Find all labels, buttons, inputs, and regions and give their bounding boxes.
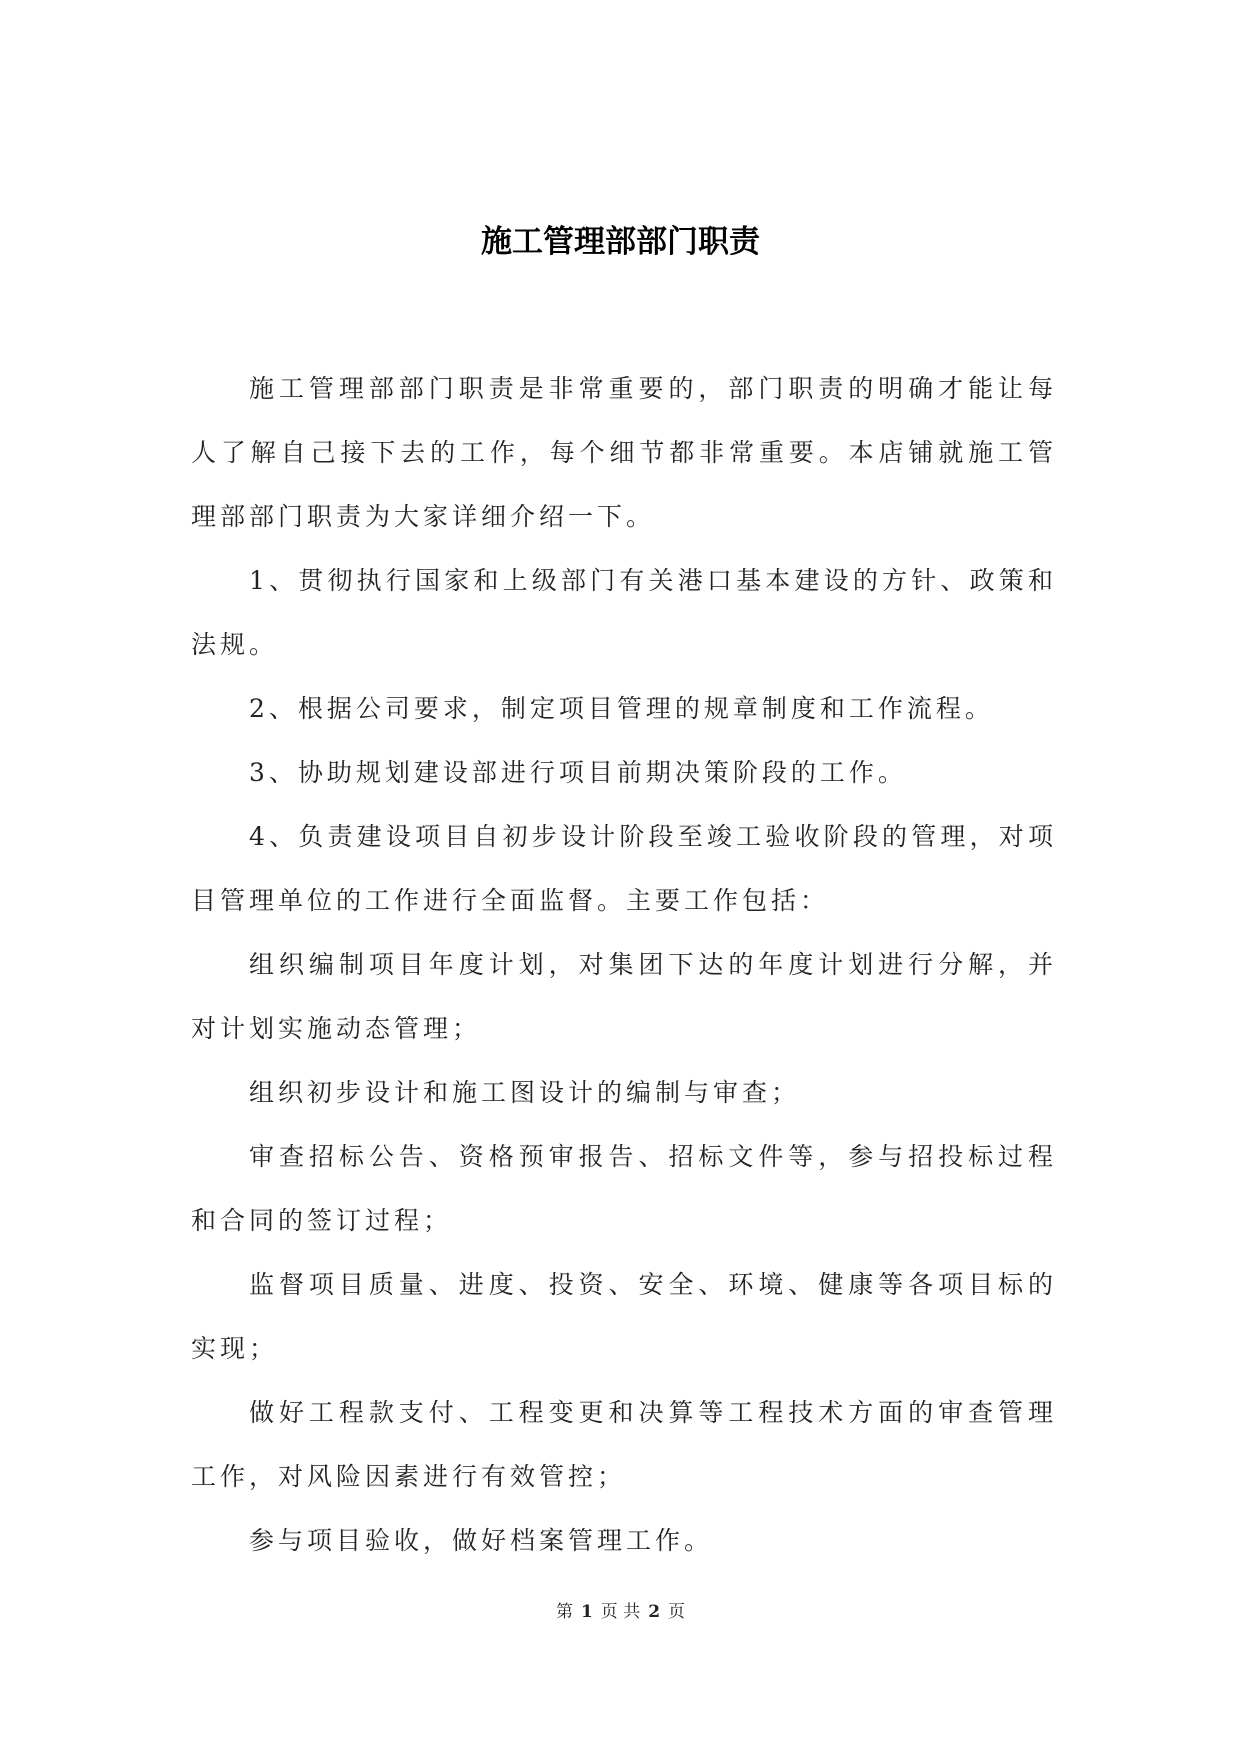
page-middle-text: 页 共 [600, 1602, 641, 1622]
page-prefix: 第 [555, 1602, 573, 1622]
page-suffix: 页 [668, 1602, 686, 1622]
document-title: 施工管理部部门职责 [481, 224, 760, 260]
paragraph-task-payment-review: 做好工程款支付、工程变更和决算等工程技术方面的审查管理工作，对风险因素进行有效管控； [191, 1398, 1057, 1491]
paragraph-item-3: 3、协助规划建设部进行项目前期决策阶段的工作。 [249, 758, 907, 787]
document-body [191, 357, 1057, 1573]
paragraph-task-tender-review: 审查招标公告、资格预审报告、招标文件等，参与招投标过程和合同的签订过程； [191, 1142, 1057, 1235]
paragraph-item-4: 4、负责建设项目自初步设计阶段至竣工验收阶段的管理，对项目管理单位的工作进行全面监督。主要工作包括： [191, 822, 1057, 915]
paragraph-task-supervision: 监督项目质量、进度、投资、安全、环境、健康等各项目标的实现； [191, 1270, 1057, 1363]
total-pages-number: 2 [648, 1602, 661, 1622]
paragraph-item-1: 1、贯彻执行国家和上级部门有关港口基本建设的方针、政策和法规。 [191, 566, 1057, 659]
current-page-number: 1 [580, 1602, 593, 1622]
paragraph-task-design-review: 组织初步设计和施工图设计的编制与审查； [249, 1078, 801, 1107]
paragraph-item-2: 2、根据公司要求，制定项目管理的规章制度和工作流程。 [249, 694, 994, 723]
page-number-footer [0, 1600, 1241, 1624]
paragraph-intro: 施工管理部部门职责是非常重要的，部门职责的明确才能让每人了解自己接下去的工作，每个细节都非常重要。本店铺就施工管理部部门职责为大家详细介绍一下。 [191, 374, 1057, 531]
paragraph-task-acceptance: 参与项目验收，做好档案管理工作。 [249, 1526, 714, 1555]
paragraph-task-annual-plan: 组织编制项目年度计划，对集团下达的年度计划进行分解，并对计划实施动态管理； [191, 950, 1057, 1043]
